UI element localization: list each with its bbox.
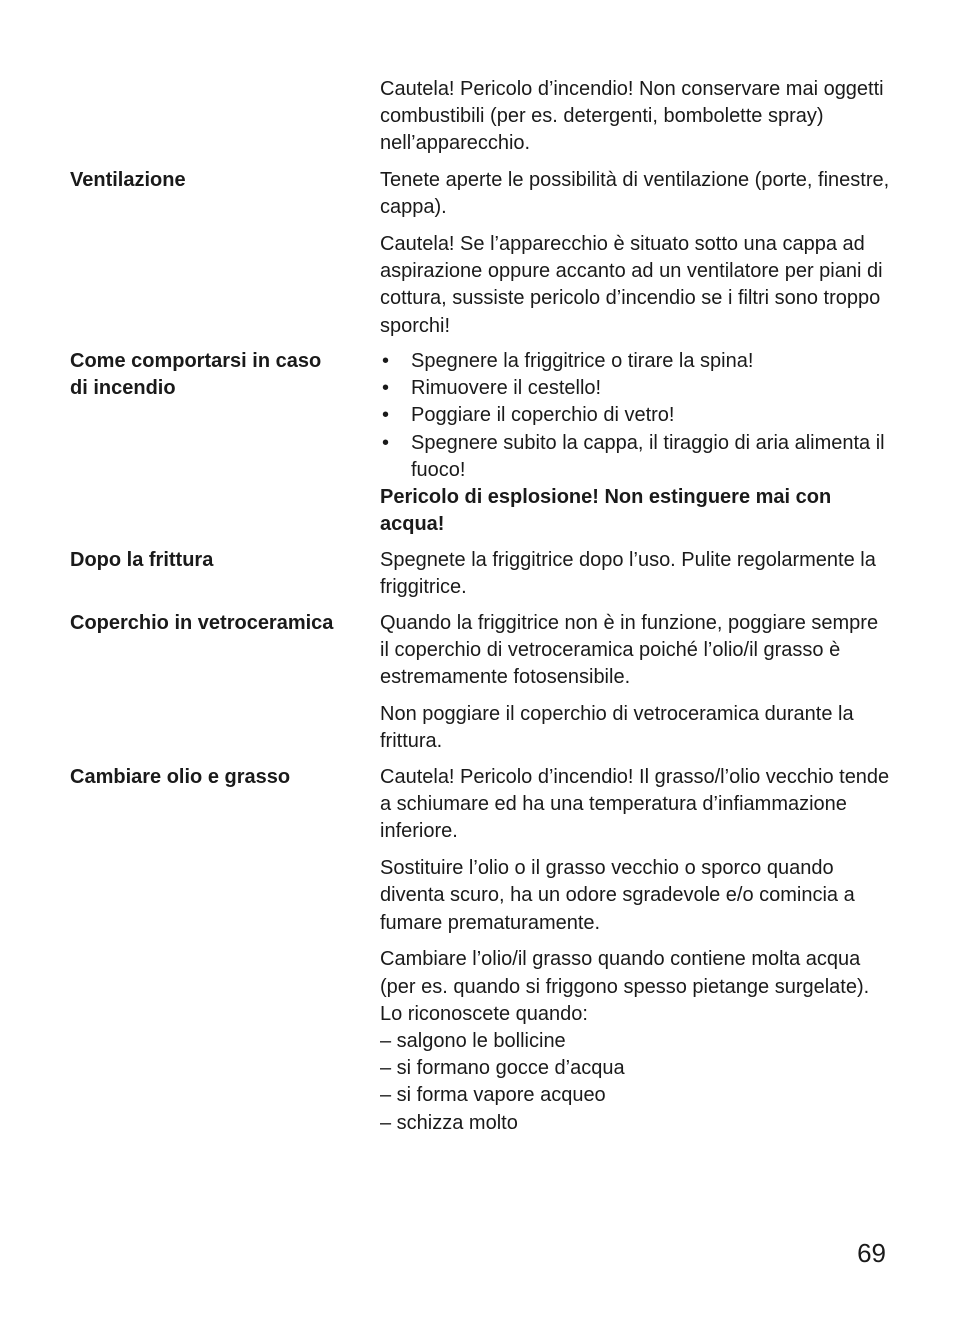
incendio-bullet-item: • Spegnere la friggitrice o tirare la spina! bbox=[380, 348, 890, 375]
coperchio-paragraph-2: Non poggiare il coperchio di vetroceramica durante la frittura. bbox=[380, 703, 854, 753]
intro-content bbox=[380, 76, 890, 167]
recognize-intro: Lo riconoscete quando: bbox=[380, 1002, 588, 1025]
sign-item: – si forma vapore acqueo bbox=[380, 1084, 606, 1107]
coperchio-heading: Coperchio in vetroceramica bbox=[70, 612, 334, 634]
ventilazione-content bbox=[380, 167, 890, 349]
ventilazione-heading: Ventilazione bbox=[70, 169, 186, 191]
coperchio-content bbox=[380, 610, 890, 765]
ventilazione-paragraph-2: Cautela! Se l’apparecchio è situato sotto una cappa ad aspirazione oppure accanto ad un ventilatore per piani di cottura, sussiste pericolo d’incendio se i filtri sono troppo sporchi! bbox=[380, 233, 883, 337]
olio-paragraph-1: Cautela! Pericolo d’incendio! Il grasso/l’olio vecchio tende a schiumare ed ha una temperatura d’infiammazione inferiore. bbox=[380, 766, 890, 843]
incendio-bullet-item: • Poggiare il coperchio di vetro! bbox=[380, 402, 890, 429]
frittura-paragraph: Spegnete la friggitrice dopo l’uso. Pulite regolarmente la friggitrice. bbox=[380, 549, 876, 599]
signs-list bbox=[380, 1028, 890, 1137]
olio-paragraph-2: Sostituire l’olio o il grasso vecchio o sporco quando diventa scuro, ha un odore sgradevole e/o comincia a fumare prematuramente. bbox=[380, 857, 855, 934]
incendio-bullet-item: • Spegnere subito la cappa, il tiraggio di aria alimenta il fuoco! bbox=[380, 430, 890, 484]
coperchio-paragraph-1: Quando la friggitrice non è in funzione, poggiare sempre il coperchio di vetroceramica poiché l’olio/il grasso è estremamente fotosensibile. bbox=[380, 612, 879, 689]
olio-paragraph-3: Cambiare l’olio/il grasso quando contiene molta acqua (per es. quando si friggono spesso pietange surgelate). bbox=[380, 948, 870, 998]
incendio-bullet-list bbox=[380, 348, 890, 484]
incendio-heading bbox=[70, 348, 365, 402]
olio-heading: Cambiare olio e grasso bbox=[70, 766, 291, 788]
explosion-warning: Pericolo di esplosione! Non estinguere mai con acqua! bbox=[380, 486, 832, 536]
olio-content bbox=[380, 764, 890, 1137]
sign-item: – salgono le bollicine bbox=[380, 1030, 566, 1053]
intro-warning-paragraph: Cautela! Pericolo d’incendio! Non conservare mai oggetti combustibili (per es. detergenti, bombolette spray) nell’apparecchio. bbox=[380, 78, 884, 155]
sign-item: – schizza molto bbox=[380, 1111, 518, 1134]
page-number: 69 bbox=[857, 1238, 886, 1268]
ventilazione-paragraph-1: Tenete aperte le possibilità di ventilazione (porte, finestre, cappa). bbox=[380, 169, 890, 219]
frittura-heading: Dopo la frittura bbox=[70, 549, 214, 571]
incendio-heading-line-2: di incendio bbox=[70, 377, 176, 400]
sign-item: – si formano gocce d’acqua bbox=[380, 1057, 625, 1080]
frittura-content bbox=[380, 547, 890, 611]
incendio-bullet-item: • Rimuovere il cestello! bbox=[380, 375, 890, 402]
incendio-heading-line-1: Come comportarsi in caso bbox=[70, 350, 322, 372]
incendio-content bbox=[380, 348, 890, 548]
